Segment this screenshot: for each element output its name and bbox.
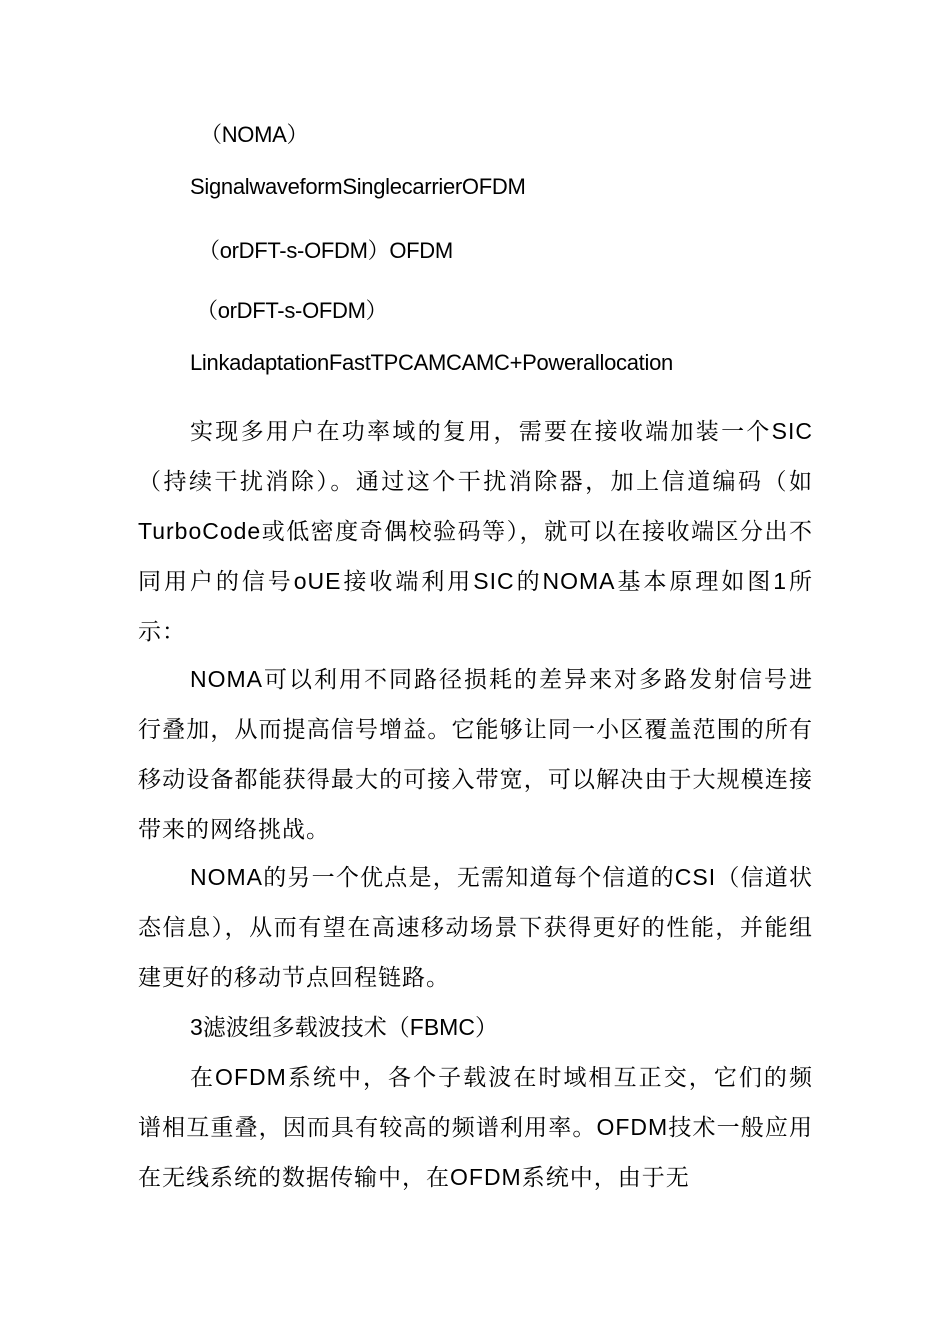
paragraph-noma-gain: NOMA可以利用不同路径损耗的差异来对多路发射信号进行叠加，从而提高信号增益。它能够让同一小区覆盖范围的所有移动设备都能获得最大的可接入带宽，可以解决由于大规模连接带来的网络挑战。 bbox=[138, 666, 813, 842]
table-line-noma: （NOMA） bbox=[200, 122, 309, 147]
table-line-link-adaptation: LinkadaptationFastTPCAMCAMC+Powerallocation bbox=[190, 350, 673, 375]
table-line-dft-s-ofdm-ofdm: （orDFT-s-OFDM）OFDM bbox=[198, 238, 453, 263]
paragraph-noma-csi: NOMA的另一个优点是，无需知道每个信道的CSI（信道状态信息），从而有望在高速移动场景下获得更好的性能，并能组建更好的移动节点回程链路。 bbox=[138, 864, 813, 990]
paragraph-ofdm: 在OFDM系统中，各个子载波在时域相互正交，它们的频谱相互重叠，因而具有较高的频谱利用率。OFDM技术一般应用在无线系统的数据传输中，在OFDM系统中，由于无 bbox=[138, 1064, 813, 1190]
paragraph-sic: 实现多用户在功率域的复用，需要在接收端加装一个SIC（持续干扰消除）。通过这个干扰消除器，加上信道编码（如TurboCode或低密度奇偶校验码等），就可以在接收端区分出不同用户的信号oUE接收端利用SIC的NOMA基本原理如图1所示： bbox=[138, 418, 813, 644]
section-heading-fbmc: 3滤波组多载波技术（FBMC） bbox=[190, 1014, 498, 1040]
table-line-signal-waveform: SignalwaveformSinglecarrierOFDM bbox=[190, 174, 526, 199]
table-line-dft-s-ofdm: （orDFT-s-OFDM） bbox=[196, 298, 388, 323]
